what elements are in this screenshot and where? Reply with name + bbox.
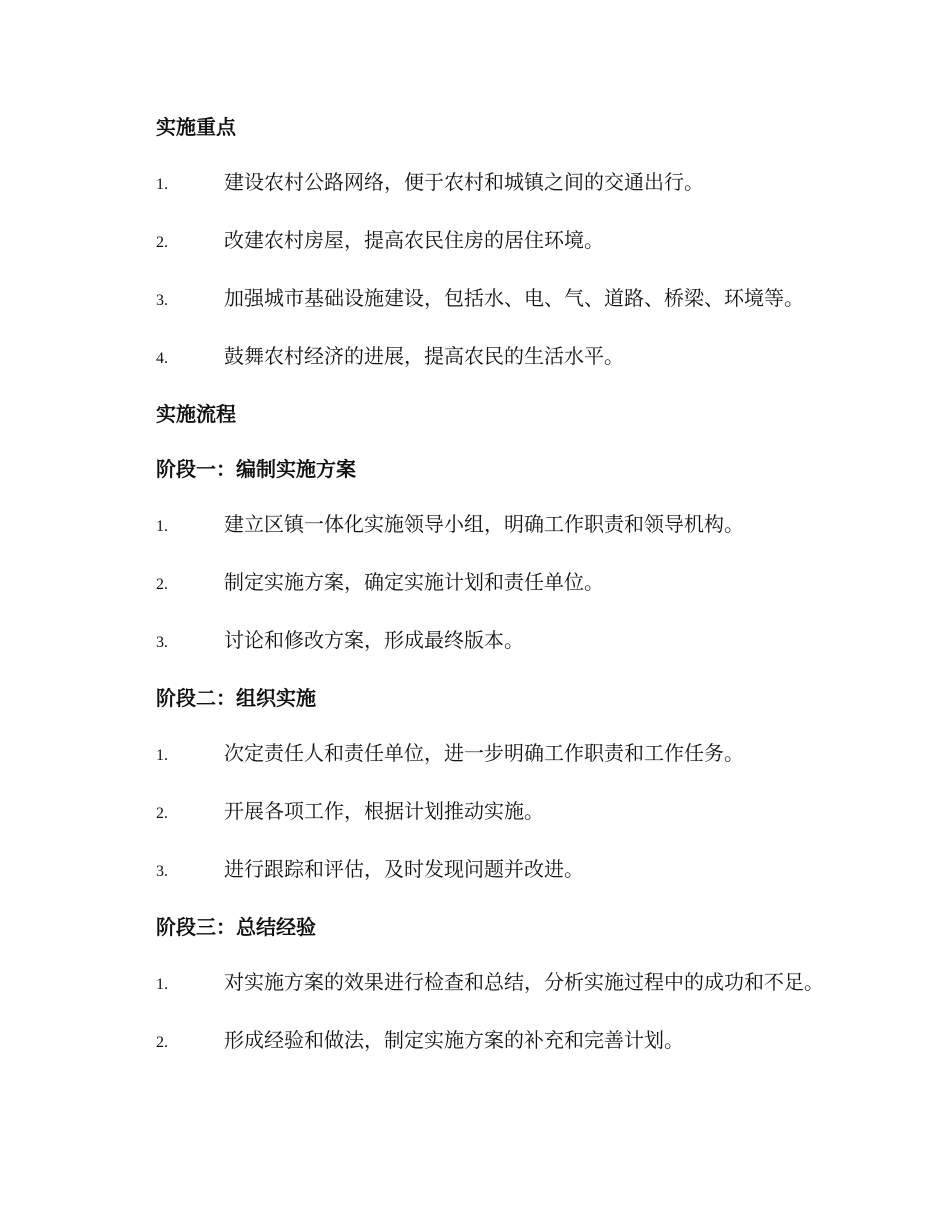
list-item-text: 加强城市基础设施建设，包括水、电、气、道路、桥梁、环境等。 xyxy=(224,286,804,310)
list-item-text: 改建农村房屋，提高农民住房的居住环境。 xyxy=(224,228,604,252)
section-heading-focus: 实施重点 xyxy=(156,115,236,139)
list-item-number: 4. xyxy=(156,350,168,367)
list-item-text: 建立区镇一体化实施领导小组，明确工作职责和领导机构。 xyxy=(224,512,744,536)
list-item-number: 2. xyxy=(156,576,168,593)
list-item-text: 建设农村公路网络，便于农村和城镇之间的交通出行。 xyxy=(224,170,704,194)
list-item-number: 3. xyxy=(156,863,168,880)
list-item-text: 开展各项工作，根据计划推动实施。 xyxy=(224,799,544,823)
list-item-text: 形成经验和做法，制定实施方案的补充和完善计划。 xyxy=(224,1028,684,1052)
list-item-text: 制定实施方案，确定实施计划和责任单位。 xyxy=(224,570,604,594)
list-item-number: 2. xyxy=(156,1034,168,1051)
list-item-text: 次定责任人和责任单位，进一步明确工作职责和工作任务。 xyxy=(224,741,744,765)
list-item xyxy=(112,334,835,381)
list-item xyxy=(112,618,835,665)
list-item xyxy=(112,218,835,265)
list-item xyxy=(112,560,835,607)
section-heading-process: 实施流程 xyxy=(156,402,236,426)
section-heading-stage2: 阶段二：组织实施 xyxy=(156,686,316,710)
list-item-number: 3. xyxy=(156,634,168,651)
list-item xyxy=(112,789,835,836)
list-item-text: 讨论和修改方案，形成最终版本。 xyxy=(224,628,524,652)
list-item-number: 1. xyxy=(156,518,168,535)
list-item-number: 2. xyxy=(156,805,168,822)
section-heading-stage3: 阶段三：总结经验 xyxy=(156,915,316,939)
list-item xyxy=(112,960,835,1007)
list-item-number: 1. xyxy=(156,976,168,993)
section-heading-stage1: 阶段一：编制实施方案 xyxy=(156,457,356,481)
list-item-text: 鼓舞农村经济的进展，提高农民的生活水平。 xyxy=(224,344,624,368)
list-item xyxy=(112,731,835,778)
list-item xyxy=(112,160,835,207)
list-item-number: 3. xyxy=(156,292,168,309)
list-item-number: 1. xyxy=(156,747,168,764)
list-item-number: 1. xyxy=(156,176,168,193)
list-item-number: 2. xyxy=(156,234,168,251)
list-item xyxy=(112,1018,835,1065)
list-item xyxy=(112,276,835,323)
list-item-text: 进行跟踪和评估，及时发现问题并改进。 xyxy=(224,857,584,881)
list-item-text: 对实施方案的效果进行检查和总结，分析实施过程中的成功和不足。 xyxy=(224,970,824,994)
list-item xyxy=(112,502,835,549)
list-item xyxy=(112,847,835,894)
